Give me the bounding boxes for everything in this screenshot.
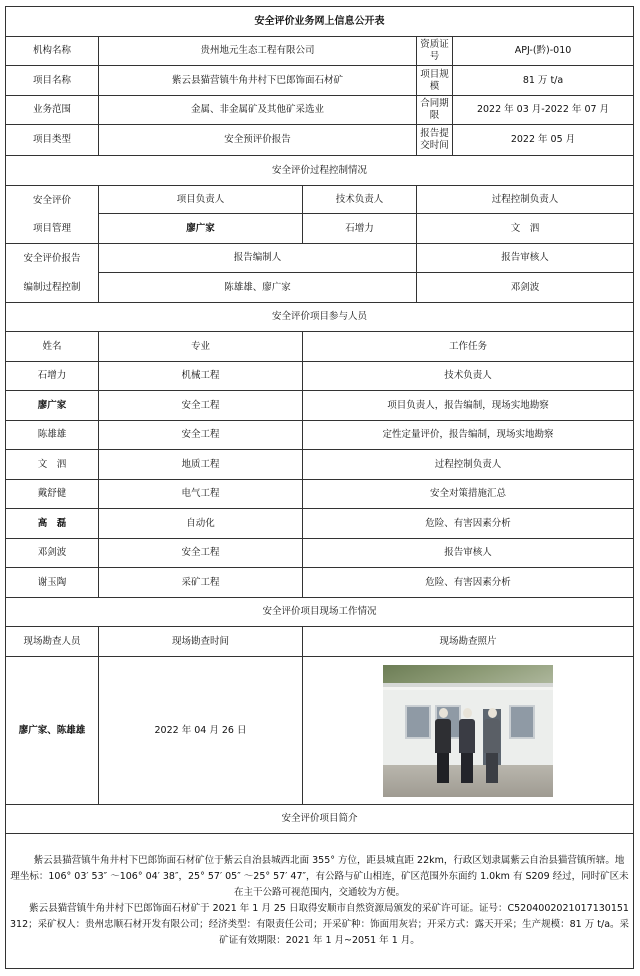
header-major: 专业 <box>99 332 303 362</box>
table-row <box>6 421 634 450</box>
scope-row <box>6 96 634 125</box>
participant-task: 过程控制负责人 <box>303 450 634 480</box>
site-section-title: 安全评价项目现场工作情况 <box>6 598 634 627</box>
author-value: 陈雄雄、廖广家 <box>99 273 417 303</box>
tech-label: 技术负责人 <box>303 186 417 214</box>
participant-name: 谢玉陶 <box>6 568 99 598</box>
report-label <box>6 244 99 303</box>
disclosure-table <box>5 6 634 969</box>
mgmt-label <box>6 186 99 244</box>
site-value-row <box>6 657 634 805</box>
participant-major: 地质工程 <box>99 450 303 480</box>
table-row <box>6 509 634 539</box>
scope-value: 金属、非金属矿及其他矿采选业 <box>99 96 417 125</box>
table-row <box>6 450 634 480</box>
title-row <box>6 7 634 37</box>
intro-section-title: 安全评价项目简介 <box>6 805 634 834</box>
contract-label: 合同期限 <box>417 96 453 125</box>
cert-value: APJ-(黔)-010 <box>453 37 634 66</box>
participant-name: 廖广家 <box>6 391 99 421</box>
table-row <box>6 391 634 421</box>
process-section-title: 安全评价过程控制情况 <box>6 156 634 186</box>
participant-major: 安全工程 <box>99 421 303 450</box>
participant-task: 危险、有害因素分析 <box>303 509 634 539</box>
site-inspection-photo <box>383 665 553 797</box>
participants-section-title: 安全评价项目参与人员 <box>6 303 634 332</box>
table-title: 安全评价业务网上信息公开表 <box>6 7 634 37</box>
author-label: 报告编制人 <box>99 244 417 273</box>
reviewer-label: 报告审核人 <box>417 244 634 273</box>
contract-value: 2022 年 03 月-2022 年 07 月 <box>453 96 634 125</box>
site-header-row <box>6 627 634 657</box>
org-label: 机构名称 <box>6 37 99 66</box>
submit-label: 报告提交时间 <box>417 125 453 156</box>
mgmt-label-line-2: 项目管理 <box>32 222 71 234</box>
scale-label: 项目规模 <box>417 66 453 96</box>
intro-body <box>6 834 634 969</box>
site-section-row <box>6 598 634 627</box>
intro-section-row <box>6 805 634 834</box>
table-row <box>6 568 634 598</box>
leader-label: 项目负责人 <box>99 186 303 214</box>
participant-major: 自动化 <box>99 509 303 539</box>
report-value-row <box>6 273 634 303</box>
scope-label: 业务范围 <box>6 96 99 125</box>
site-staff-value: 廖广家、陈雄雄 <box>6 657 99 805</box>
header-task: 工作任务 <box>303 332 634 362</box>
report-header-row <box>6 244 634 273</box>
type-value: 安全预评价报告 <box>99 125 417 156</box>
project-row <box>6 66 634 96</box>
process-section-row <box>6 156 634 186</box>
participant-major: 机械工程 <box>99 362 303 391</box>
table-row <box>6 362 634 391</box>
site-photo-cell <box>303 657 634 805</box>
site-staff-label: 现场勘查人员 <box>6 627 99 657</box>
participant-task: 项目负责人，报告编制，现场实地勘察 <box>303 391 634 421</box>
report-label-line-2: 编制过程控制 <box>23 282 81 293</box>
tech-value: 石增力 <box>303 214 417 244</box>
control-value: 文 泗 <box>417 214 634 244</box>
project-value: 紫云县猫营镇牛角井村下巴郎饰面石材矿 <box>99 66 417 96</box>
participant-name: 陈雄雄 <box>6 421 99 450</box>
report-label-line-1: 安全评价报告 <box>23 253 81 264</box>
participant-name: 邓剑波 <box>6 539 99 568</box>
scale-value: 81 万 t/a <box>453 66 634 96</box>
participant-major: 安全工程 <box>99 539 303 568</box>
org-row <box>6 37 634 66</box>
participant-name: 戴舒健 <box>6 480 99 509</box>
mgmt-header-row <box>6 186 634 214</box>
intro-paragraph: 紫云县猫营镇牛角井村下巴郎饰面石材矿于 2021 年 1 月 25 日取得安顺市自然资源局颁发的采矿许可证。证号：C5204002021017130151312；采矿权人：贵州忠顺石材开发有限公司；经济类型：有限责任公司；开采矿种：饰面用灰岩；开采方式：露天开采；生产规模：81 万 t/a。采矿证有效期限：2021 年 1 月~2051 年 1 月。 <box>10 903 630 946</box>
participant-name: 石增力 <box>6 362 99 391</box>
participant-task: 报告审核人 <box>303 539 634 568</box>
type-row <box>6 125 634 156</box>
type-label: 项目类型 <box>6 125 99 156</box>
project-label: 项目名称 <box>6 66 99 96</box>
table-row <box>6 539 634 568</box>
participants-section-row <box>6 303 634 332</box>
leader-value: 廖广家 <box>99 214 303 244</box>
mgmt-label-line-1: 安全评价 <box>32 194 71 206</box>
participant-task: 危险、有害因素分析 <box>303 568 634 598</box>
mgmt-value-row <box>6 214 634 244</box>
header-name: 姓名 <box>6 332 99 362</box>
org-value: 贵州地元生态工程有限公司 <box>99 37 417 66</box>
participant-task: 定性定量评价，报告编制，现场实地勘察 <box>303 421 634 450</box>
reviewer-value: 邓剑波 <box>417 273 634 303</box>
participant-name: 文 泗 <box>6 450 99 480</box>
site-time-value: 2022 年 04 月 26 日 <box>99 657 303 805</box>
participant-task: 安全对策措施汇总 <box>303 480 634 509</box>
site-photo-label: 现场勘查照片 <box>303 627 634 657</box>
participant-major: 安全工程 <box>99 391 303 421</box>
site-time-label: 现场勘查时间 <box>99 627 303 657</box>
intro-body-row <box>6 834 634 969</box>
intro-paragraph: 紫云县猫营镇牛角井村下巴郎饰面石材矿位于紫云自治县城西北面 355° 方位，距县城直距 22km，行政区划隶属紫云自治县猫营镇所辖。地理坐标：106° 03′ 53″ ～106° 04′ 38″，25° 57′ 05″ ～25° 57′ 47″，有公路与矿山相连，矿区范围外东面约 1.0km 有 S209 经过，同时矿区未在主干公路可视范围内，交通较为方便。 <box>10 855 629 898</box>
participant-task: 技术负责人 <box>303 362 634 391</box>
cert-label: 资质证号 <box>417 37 453 66</box>
table-row <box>6 480 634 509</box>
participant-major: 采矿工程 <box>99 568 303 598</box>
participant-name: 高 磊 <box>6 509 99 539</box>
participants-header-row <box>6 332 634 362</box>
submit-value: 2022 年 05 月 <box>453 125 634 156</box>
participant-major: 电气工程 <box>99 480 303 509</box>
control-label: 过程控制负责人 <box>417 186 634 214</box>
